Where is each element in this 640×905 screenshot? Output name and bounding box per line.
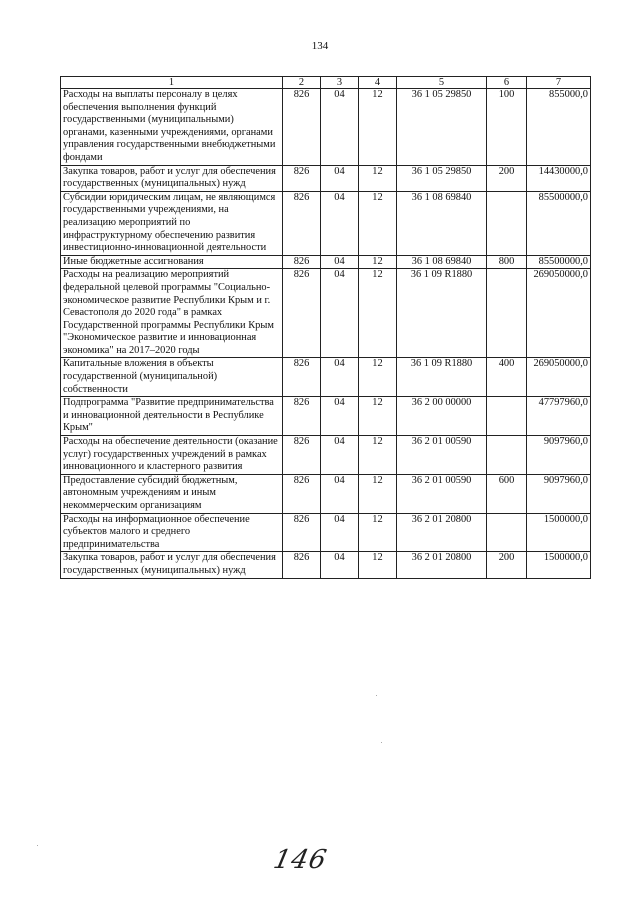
- target-article-code: 36 2 00 00000: [397, 397, 487, 436]
- table-row: [61, 474, 591, 513]
- amount: 269050000,0: [527, 269, 591, 358]
- target-article-code: 36 2 01 00590: [397, 436, 487, 475]
- subsection-code: 12: [359, 513, 397, 552]
- subsection-code: 12: [359, 436, 397, 475]
- row-name: Субсидии юридическим лицам, не являющимся государственными учреждениями, на реализацию мероприятий по инфраструктурному обеспечению развития инвестиционно-инновационной деятельности: [61, 191, 283, 255]
- row-name: Закупка товаров, работ и услуг для обеспечения государственных (муниципальных) нужд: [61, 165, 283, 191]
- target-article-code: 36 2 01 20800: [397, 513, 487, 552]
- row-name: Расходы на реализацию мероприятий федеральной целевой программы "Социально-экономическое развитие Республики Крым и г. Севастополя до 2020 года" в рамках Государственной программы Республики Крым "Экономическое развитие и инновационная экономика" на 2017–2020 годы: [61, 269, 283, 358]
- table-row: [61, 397, 591, 436]
- section-code: 04: [321, 397, 359, 436]
- amount: 1500000,0: [527, 552, 591, 578]
- column-header: 5: [397, 77, 487, 89]
- table-row: [61, 269, 591, 358]
- ministry-code: 826: [283, 436, 321, 475]
- row-name: Предоставление субсидий бюджетным, автономным учреждениям и иным некоммерческим организациям: [61, 474, 283, 513]
- column-header: 3: [321, 77, 359, 89]
- target-article-code: 36 1 09 R1880: [397, 269, 487, 358]
- ministry-code: 826: [283, 191, 321, 255]
- target-article-code: 36 1 08 69840: [397, 191, 487, 255]
- amount: 47797960,0: [527, 397, 591, 436]
- ministry-code: 826: [283, 255, 321, 269]
- target-article-code: 36 1 05 29850: [397, 165, 487, 191]
- amount: 85500000,0: [527, 191, 591, 255]
- amount: 855000,0: [527, 89, 591, 166]
- section-code: 04: [321, 513, 359, 552]
- amount: 14430000,0: [527, 165, 591, 191]
- table-body: [61, 89, 591, 579]
- row-name: Капитальные вложения в объекты государственной (муниципальной) собственности: [61, 358, 283, 397]
- page-number: 134: [311, 40, 329, 52]
- amount: 9097960,0: [527, 474, 591, 513]
- table-row: [61, 436, 591, 475]
- row-name: Подпрограмма "Развитие предпринимательства и инновационной деятельности в Республике Крым": [61, 397, 283, 436]
- column-header: 7: [527, 77, 591, 89]
- column-header: 6: [487, 77, 527, 89]
- ministry-code: 826: [283, 474, 321, 513]
- table-row: [61, 552, 591, 578]
- amount: 9097960,0: [527, 436, 591, 475]
- subsection-code: 12: [359, 474, 397, 513]
- expense-type-code: [487, 513, 527, 552]
- table-row: [61, 513, 591, 552]
- expense-type-code: 200: [487, 552, 527, 578]
- ministry-code: 826: [283, 513, 321, 552]
- header-row: [61, 77, 591, 89]
- scan-speck: [376, 695, 377, 696]
- target-article-code: 36 1 09 R1880: [397, 358, 487, 397]
- table-row: [61, 89, 591, 166]
- subsection-code: 12: [359, 255, 397, 269]
- subsection-code: 12: [359, 269, 397, 358]
- section-code: 04: [321, 474, 359, 513]
- section-code: 04: [321, 255, 359, 269]
- expense-type-code: 400: [487, 358, 527, 397]
- budget-table: [60, 76, 591, 579]
- section-code: 04: [321, 552, 359, 578]
- row-name: Закупка товаров, работ и услуг для обеспечения государственных (муниципальных) нужд: [61, 552, 283, 578]
- column-header: 1: [61, 77, 283, 89]
- handwritten-page-number: 146: [270, 845, 330, 875]
- expense-type-code: 200: [487, 165, 527, 191]
- target-article-code: 36 1 05 29850: [397, 89, 487, 166]
- amount: 1500000,0: [527, 513, 591, 552]
- target-article-code: 36 1 08 69840: [397, 255, 487, 269]
- row-name: Расходы на выплаты персоналу в целях обеспечения выполнения функций государственными (муниципальными) органами, казенными учреждениями, органами управления государственными внебюджетными фондами: [61, 89, 283, 166]
- subsection-code: 12: [359, 397, 397, 436]
- expense-type-code: [487, 269, 527, 358]
- expense-type-code: [487, 397, 527, 436]
- section-code: 04: [321, 191, 359, 255]
- row-name: Расходы на обеспечение деятельности (оказание услуг) государственных учреждений в рамках инновационного и кластерного развития: [61, 436, 283, 475]
- section-code: 04: [321, 89, 359, 166]
- ministry-code: 826: [283, 269, 321, 358]
- subsection-code: 12: [359, 165, 397, 191]
- section-code: 04: [321, 436, 359, 475]
- section-code: 04: [321, 269, 359, 358]
- subsection-code: 12: [359, 89, 397, 166]
- section-code: 04: [321, 358, 359, 397]
- table-row: [61, 255, 591, 269]
- ministry-code: 826: [283, 165, 321, 191]
- expense-type-code: 800: [487, 255, 527, 269]
- expense-type-code: [487, 191, 527, 255]
- row-name: Расходы на информационное обеспечение субъектов малого и среднего предпринимательства: [61, 513, 283, 552]
- amount: 269050000,0: [527, 358, 591, 397]
- column-header: 4: [359, 77, 397, 89]
- expense-type-code: [487, 436, 527, 475]
- table-row: [61, 165, 591, 191]
- table-row: [61, 358, 591, 397]
- scan-speck: [37, 845, 38, 846]
- table-row: [61, 191, 591, 255]
- ministry-code: 826: [283, 397, 321, 436]
- ministry-code: 826: [283, 358, 321, 397]
- expense-type-code: 600: [487, 474, 527, 513]
- subsection-code: 12: [359, 191, 397, 255]
- scan-speck: [381, 742, 382, 743]
- column-header: 2: [283, 77, 321, 89]
- expense-type-code: 100: [487, 89, 527, 166]
- target-article-code: 36 2 01 00590: [397, 474, 487, 513]
- ministry-code: 826: [283, 552, 321, 578]
- target-article-code: 36 2 01 20800: [397, 552, 487, 578]
- subsection-code: 12: [359, 552, 397, 578]
- amount: 85500000,0: [527, 255, 591, 269]
- row-name: Иные бюджетные ассигнования: [61, 255, 283, 269]
- subsection-code: 12: [359, 358, 397, 397]
- section-code: 04: [321, 165, 359, 191]
- ministry-code: 826: [283, 89, 321, 166]
